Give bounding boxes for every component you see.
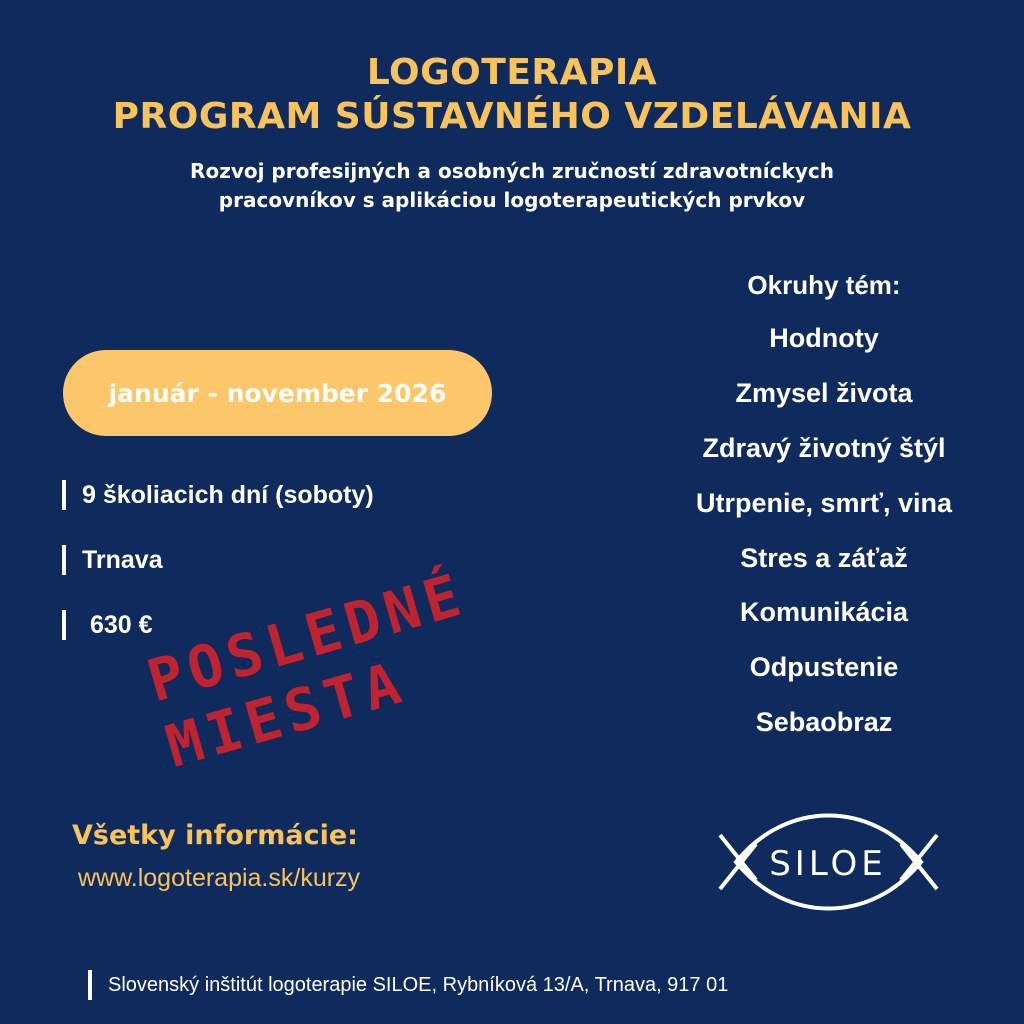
title-line-1: LOGOTERAPIA [366, 52, 658, 93]
subtitle-line-2: pracovníkov s aplikáciou logoterapeutických prvkov [218, 188, 806, 212]
topics-heading: Okruhy tém: [747, 270, 901, 300]
bullet-bar [62, 545, 66, 575]
detail-text: 9 školiacich dní (soboty) [82, 480, 374, 509]
detail-text: 630 € [90, 610, 153, 639]
footer-address: Slovenský inštitút logoterapie SILOE, Rybníková 13/A, Trnava, 917 01 [108, 973, 729, 996]
detail-days [62, 480, 374, 510]
info-url[interactable]: www.logoterapia.sk/kurzy [78, 864, 361, 892]
title-line-2: PROGRAM SÚSTAVNÉHO VZDELÁVANIA [112, 96, 912, 137]
topic-item: Komunikácia [739, 597, 909, 627]
last-places-stamp: POSLEDNÉ MIESTA [140, 559, 474, 781]
topic-item: Zdravý životný štýl [702, 433, 946, 463]
detail-price [62, 610, 153, 640]
topic-item: Sebaobraz [755, 707, 893, 737]
topic-item: Hodnoty [769, 323, 879, 353]
bullet-bar [62, 610, 66, 640]
topic-item: Zmysel života [735, 378, 913, 408]
subtitle-line-1: Rozvoj profesijných a osobných zručností zdravotníckych [190, 159, 834, 183]
date-text: január - november 2026 [108, 378, 447, 408]
siloe-logo [716, 805, 941, 920]
topic-item: Odpustenie [749, 652, 899, 682]
topic-item: Utrpenie, smrť, vina [695, 488, 952, 518]
topic-item: Stres a záťaž [740, 543, 908, 573]
info-label: Všetky informácie: [72, 820, 358, 851]
footer [88, 970, 728, 1000]
detail-location [62, 545, 163, 575]
bullet-bar [62, 480, 66, 510]
logo-text: SILOE [769, 844, 887, 884]
date-pill [63, 350, 492, 436]
footer-bar [88, 970, 92, 1000]
detail-text: Trnava [82, 545, 163, 574]
